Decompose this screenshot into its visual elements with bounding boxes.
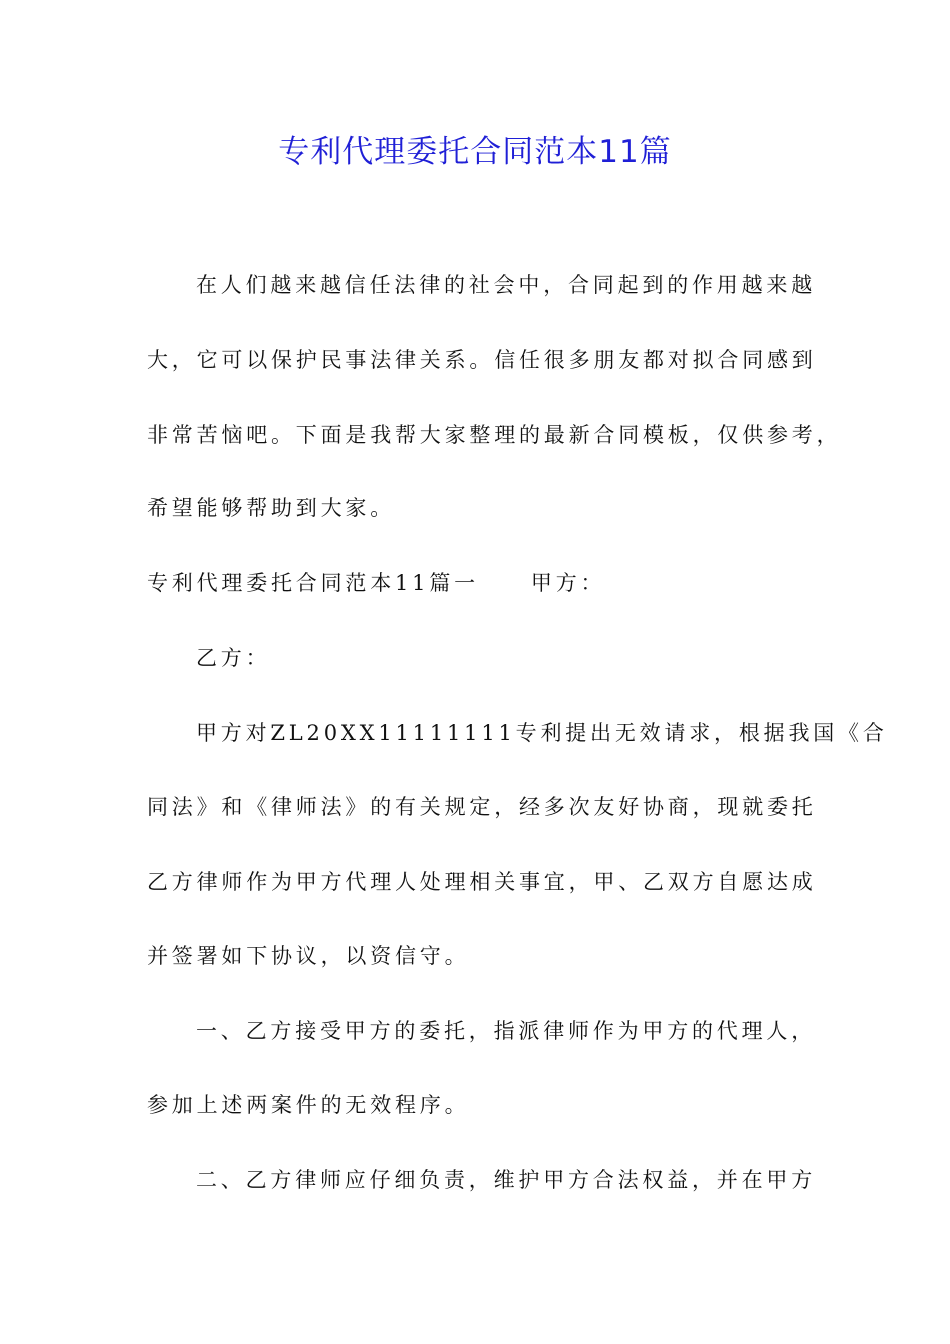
para2-line-1: 一、乙方接受甲方的委托，指派律师作为甲方的代理人， <box>196 1019 816 1043</box>
section-heading: 专利代理委托合同范本11篇一 <box>147 571 479 595</box>
intro-line-1: 在人们越来越信任法律的社会中，合同起到的作用越来越 <box>196 273 816 297</box>
intro-line-4: 希望能够帮助到大家。 <box>147 496 395 520</box>
para1-line-3: 乙方律师作为甲方代理人处理相关事宜，甲、乙双方自愿达成 <box>147 870 817 894</box>
party-a-label: 甲方： <box>530 571 606 595</box>
intro-line-2: 大，它可以保护民事法律关系。信任很多朋友都对拟合同感到 <box>147 348 817 372</box>
intro-line-3: 非常苦恼吧。下面是我帮大家整理的最新合同模板，仅供参考， <box>147 423 842 447</box>
para1-line-4: 并签署如下协议，以资信守。 <box>147 944 470 968</box>
party-b-label: 乙方： <box>196 646 271 670</box>
para1-line-2: 同法》和《律师法》的有关规定，经多次友好协商，现就委托 <box>147 795 817 819</box>
para3-line-1: 二、乙方律师应仔细负责，维护甲方合法权益，并在甲方 <box>196 1168 816 1192</box>
section-heading-row <box>147 568 605 598</box>
document-title: 专利代理委托合同范本11篇 <box>278 134 672 170</box>
para2-line-2: 参加上述两案件的无效程序。 <box>147 1093 470 1117</box>
para1-line-1: 甲方对ZL20XX11111111专利提出无效请求，根据我国《合 <box>196 721 888 745</box>
